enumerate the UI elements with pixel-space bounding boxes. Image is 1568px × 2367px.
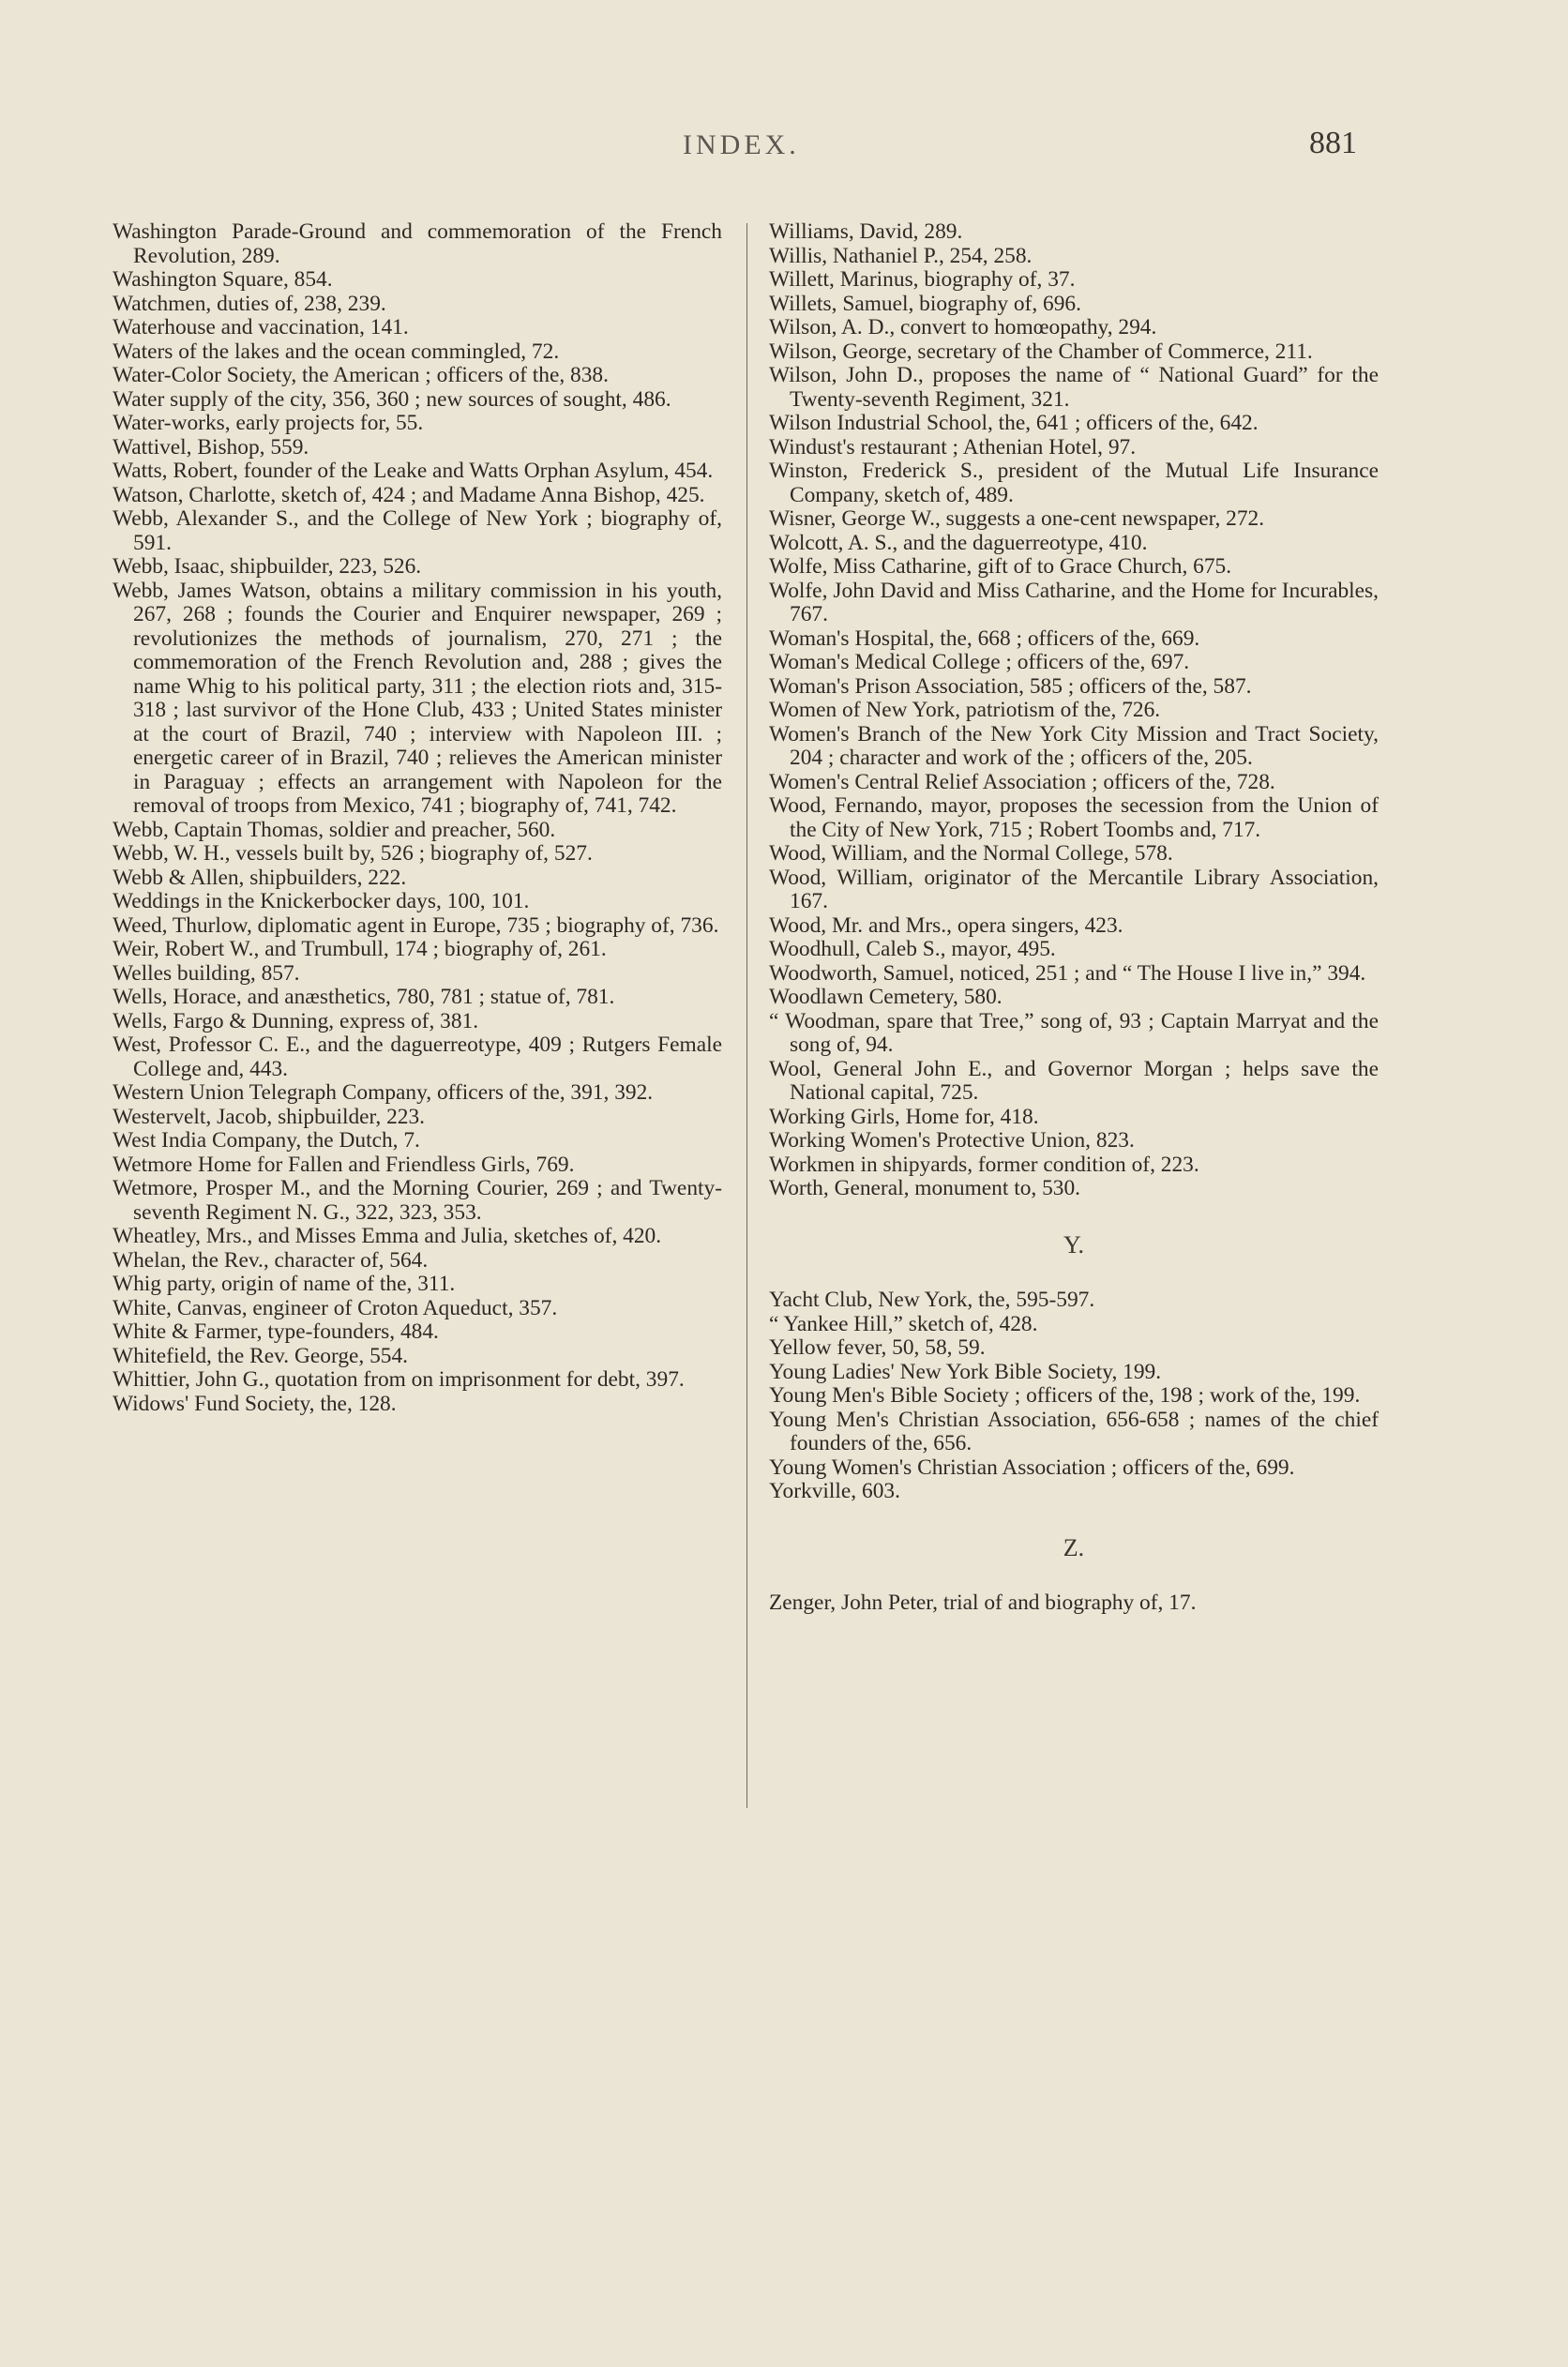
index-entry: Wood, William, and the Normal College, 578. [769, 841, 1173, 866]
index-entry: Webb & Allen, shipbuilders, 222. [113, 865, 407, 890]
index-entry: Webb, Isaac, shipbuilder, 223, 526. [113, 554, 422, 579]
index-entry: Welles building, 857. [113, 960, 300, 986]
index-entry: Weir, Robert W., and Trumbull, 174 ; biography of, 261. [113, 937, 607, 961]
index-entry: Washington Square, 854. [113, 267, 333, 292]
index-entry: Working Girls, Home for, 418. [769, 1104, 1039, 1129]
index-entry: Wood, William, originator of the Mercantile Library Association, 167. [769, 865, 1379, 913]
index-entry: Wilson, John D., proposes the name of “ National Guard” for the Twenty-seventh Regiment, 321. [769, 363, 1379, 412]
index-entry: Woman's Hospital, the, 668 ; officers of the, 669. [769, 626, 1200, 651]
index-entry: Wisner, George W., suggests a one-cent newspaper, 272. [769, 506, 1265, 531]
index-entry: Winston, Frederick S., president of the Mutual Life Insurance Company, sketch of, 489. [769, 459, 1379, 507]
index-entry: Whitefield, the Rev. George, 554. [113, 1343, 409, 1368]
index-entry: Watchmen, duties of, 238, 239. [113, 291, 386, 316]
index-entry: White, Canvas, engineer of Croton Aqueduct, 357. [113, 1295, 558, 1320]
index-entry: Wolfe, John David and Miss Catharine, and the Home for Incurables, 767. [769, 578, 1379, 626]
index-entry: Waters of the lakes and the ocean commingled, 72. [113, 339, 560, 364]
index-w-continued [769, 220, 1379, 1201]
index-entry: Whelan, the Rev., character of, 564. [113, 1247, 429, 1273]
index-entry: Yellow fever, 50, 58, 59. [769, 1335, 986, 1360]
index-entry: Williams, David, 289. [769, 219, 963, 244]
index-entry: Whittier, John G., quotation from on imprisonment for debt, 397. [113, 1367, 685, 1392]
index-entry: Wolfe, Miss Catharine, gift of to Grace Church, 675. [769, 554, 1232, 579]
index-entry: Woodhull, Caleb S., mayor, 495. [769, 937, 1056, 961]
section-heading-z: Z. [1063, 1533, 1085, 1561]
index-entry: Westervelt, Jacob, shipbuilder, 223. [113, 1104, 426, 1129]
index-entry: Widows' Fund Society, the, 128. [113, 1391, 397, 1416]
index-entry: Water-Color Society, the American ; officers of the, 838. [113, 363, 609, 387]
index-entry: Willis, Nathaniel P., 254, 258. [769, 243, 1033, 268]
index-entry: West India Company, the Dutch, 7. [113, 1128, 420, 1153]
index-entry: Woodworth, Samuel, noticed, 251 ; and “ The House I live in,” 394. [769, 960, 1366, 986]
index-entry: Wells, Fargo & Dunning, express of, 381. [113, 1008, 479, 1033]
index-entry: Windust's restaurant ; Athenian Hotel, 97. [769, 434, 1137, 460]
index-entry: Woman's Medical College ; officers of the, 697. [769, 650, 1190, 674]
index-entry: Wood, Fernando, mayor, proposes the secession from the Union of the City of New York, 715 ; Robert Toombs and, 717. [769, 793, 1379, 842]
index-entry: Worth, General, monument to, 530. [769, 1176, 1081, 1200]
index-entry: Weed, Thurlow, diplomatic agent in Europe, 735 ; biography of, 736. [113, 912, 719, 938]
index-entry: Western Union Telegraph Company, officers of the, 391, 392. [113, 1080, 654, 1105]
index-entry: Zenger, John Peter, trial of and biography of, 17. [769, 1591, 1197, 1615]
index-entry: Weddings in the Knickerbocker days, 100, 101. [113, 889, 530, 913]
index-entry: Young Women's Christian Association ; officers of the, 699. [769, 1455, 1295, 1480]
index-entry: Webb, W. H., vessels built by, 526 ; biography of, 527. [113, 841, 593, 866]
index-entry: West, Professor C. E., and the daguerreotype, 409 ; Rutgers Female College and, 443. [113, 1033, 722, 1081]
index-entry: Washington Parade-Ground and commemoration of the French Revolution, 289. [113, 219, 722, 268]
index-column-right [769, 220, 1379, 1616]
index-entry: Wells, Horace, and anæsthetics, 780, 781 ; statue of, 781. [113, 985, 615, 1009]
index-entry: Watson, Charlotte, sketch of, 424 ; and Madame Anna Bishop, 425. [113, 482, 705, 507]
index-entry: Women of New York, patriotism of the, 726. [769, 698, 1161, 722]
index-entry: Wetmore, Prosper M., and the Morning Courier, 269 ; and Twenty-seventh Regiment N. G., 322, 323, 353. [113, 1176, 722, 1225]
page-number: 881 [1309, 126, 1357, 160]
index-entry: Water supply of the city, 356, 360 ; new sources of sought, 486. [113, 386, 671, 412]
page-header [0, 126, 1568, 167]
index-entry: Woodlawn Cemetery, 580. [769, 985, 1003, 1009]
index-entry: Whig party, origin of name of the, 311. [113, 1272, 456, 1296]
index-entry: Wetmore Home for Fallen and Friendless Girls, 769. [113, 1152, 575, 1177]
index-entry: Wilson, George, secretary of the Chamber of Commerce, 211. [769, 339, 1313, 364]
column-divider [746, 223, 747, 1808]
index-entry: Wheatley, Mrs., and Misses Emma and Julia, sketches of, 420. [113, 1224, 662, 1248]
index-entry: Wolcott, A. S., and the daguerreotype, 410. [769, 530, 1148, 555]
index-entry: “ Woodman, spare that Tree,” song of, 93 ; Captain Marryat and the song of, 94. [769, 1008, 1379, 1057]
index-entry: Women's Branch of the New York City Mission and Tract Society, 204 ; character and work of the ; officers of the, 205. [769, 721, 1379, 770]
index-entry: Webb, Alexander S., and the College of New York ; biography of, 591. [113, 506, 722, 555]
index-entry: Willett, Marinus, biography of, 37. [769, 267, 1076, 292]
section-heading-y: Y. [1063, 1230, 1084, 1259]
index-entry: Wool, General John E., and Governor Morgan ; helps save the National capital, 725. [769, 1056, 1379, 1105]
index-entry: Woman's Prison Association, 585 ; officers of the, 587. [769, 673, 1252, 699]
index-entry: Young Men's Bible Society ; officers of the, 198 ; work of the, 199. [769, 1383, 1361, 1408]
index-entry: White & Farmer, type-founders, 484. [113, 1319, 439, 1344]
index-entry: Wood, Mr. and Mrs., opera singers, 423. [769, 912, 1123, 938]
index-entry: Workmen in shipyards, former condition of, 223. [769, 1152, 1199, 1177]
index-entry: Webb, Captain Thomas, soldier and preacher, 560. [113, 817, 556, 842]
index-entry: Working Women's Protective Union, 823. [769, 1128, 1135, 1153]
index-entry: “ Yankee Hill,” sketch of, 428. [769, 1311, 1038, 1336]
index-entry: Young Ladies' New York Bible Society, 199. [769, 1359, 1162, 1384]
running-head: INDEX. [683, 129, 800, 160]
index-entry: Women's Central Relief Association ; officers of the, 728. [769, 769, 1275, 794]
index-entry: Yorkville, 603. [769, 1479, 900, 1503]
index-section-y [769, 1289, 1379, 1504]
index-entry: Wilson, A. D., convert to homœopathy, 294. [769, 315, 1157, 339]
index-entry: Water-works, early projects for, 55. [113, 411, 424, 435]
index-column-left [113, 220, 722, 1416]
index-entry: Waterhouse and vaccination, 141. [113, 315, 409, 339]
index-section-z [769, 1591, 1379, 1616]
index-entry: Wattivel, Bishop, 559. [113, 434, 309, 460]
index-entry: Young Men's Christian Association, 656-658 ; names of the chief founders of the, 656. [769, 1407, 1379, 1455]
index-entry: Willets, Samuel, biography of, 696. [769, 291, 1081, 316]
index-entry: Yacht Club, New York, the, 595-597. [769, 1288, 1095, 1312]
index-entry: Webb, James Watson, obtains a military commission in his youth, 267, 268 ; founds the Courier and Enquirer newspaper, 269 ; revolutionizes the methods of journalism, 270, 271 ; the commemoration of the French Revolution and, 288 ; gives the name Whig to his political party, 311 ; the election riots and, 315-318 ; last survivor of the Hone Club, 433 ; United States minister at the court of Brazil, 740 ; interview with Napoleon III. ; energetic career of in Brazil, 740 ; relieves the American minister in Paraguay ; effects an arrangement with Napoleon for the removal of troops from Mexico, 741 ; biography of, 741, 742. [113, 578, 722, 818]
index-entry: Watts, Robert, founder of the Leake and Watts Orphan Asylum, 454. [113, 459, 714, 483]
index-entry: Wilson Industrial School, the, 641 ; officers of the, 642. [769, 411, 1259, 435]
